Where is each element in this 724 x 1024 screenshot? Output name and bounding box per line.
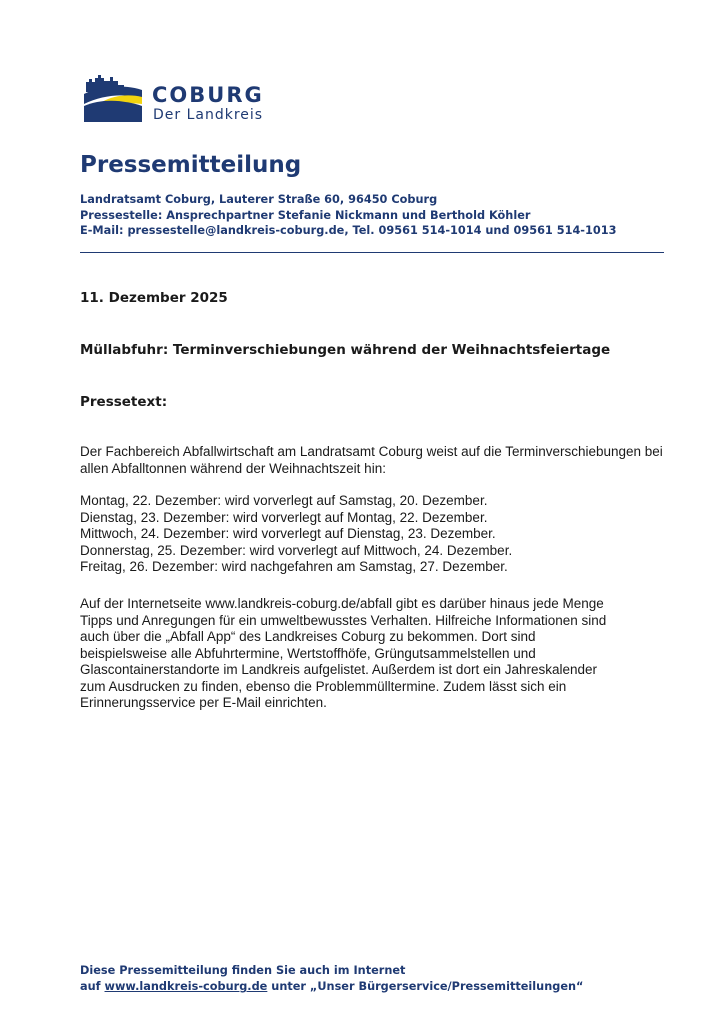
date-shift-item: Montag, 22. Dezember: wird vorverlegt auf Samstag, 20. Dezember. — [80, 493, 488, 508]
footer-prefix: auf — [80, 980, 105, 993]
landkreis-coburg-logo — [80, 72, 300, 128]
logo-subtitle: Der Landkreis — [153, 107, 264, 123]
info-line: Erinnerungsservice per E-Mail einrichten. — [80, 695, 327, 710]
footer-note — [80, 963, 583, 995]
footer-line-2 — [80, 979, 583, 995]
date-shift-item: Freitag, 26. Dezember: wird nachgefahren am Samstag, 27. Dezember. — [80, 559, 508, 574]
release-date: 11. Dezember 2025 — [80, 290, 228, 306]
date-shift-item: Dienstag, 23. Dezember: wird vorverlegt auf Montag, 22. Dezember. — [80, 509, 488, 525]
info-paragraph — [80, 596, 680, 712]
date-shift-item: Donnerstag, 25. Dezember: wird vorverlegt auf Mittwoch, 24. Dezember. — [80, 542, 513, 558]
header-divider — [80, 252, 664, 253]
press-text-label: Pressetext: — [80, 394, 168, 410]
contact-email-phone: E-Mail: pressestelle@landkreis-coburg.de, Tel. 09561 514-1014 und 09561 514-1013 — [80, 224, 617, 237]
page-title: Pressemitteilung — [80, 152, 302, 178]
website-link[interactable]: www.landkreis-coburg.de — [104, 980, 268, 993]
contact-address: Landratsamt Coburg, Lauterer Straße 60, 96450 Coburg — [80, 193, 438, 206]
info-line: auch über die „Abfall App“ des Landkreises Coburg zu bekommen. Dort sind — [80, 629, 536, 644]
info-line: Tipps und Anregungen für ein umweltbewusstes Verhalten. Hilfreiche Informationen sind — [80, 612, 607, 628]
date-shift-item: Mittwoch, 24. Dezember: wird vorverlegt auf Dienstag, 23. Dezember. — [80, 526, 496, 541]
info-line: Auf der Internetseite www.landkreis-coburg.de/abfall gibt es darüber hinaus jede Menge — [80, 596, 604, 611]
info-line: Glascontainerstandorte im Landkreis aufgelistet. Außerdem ist dort ein Jahreskalender — [80, 662, 598, 677]
intro-paragraph: Der Fachbereich Abfallwirtschaft am Landratsamt Coburg weist auf die Terminverschiebungen bei allen Abfalltonnen während der Weihnachtszeit hin: — [80, 444, 663, 476]
footer-line-1: Diese Pressemitteilung finden Sie auch im Internet — [80, 964, 406, 977]
contact-block — [80, 192, 616, 239]
release-headline: Müllabfuhr: Terminverschiebungen während der Weihnachtsfeiertage — [80, 342, 611, 358]
date-shift-list — [80, 493, 512, 576]
info-line: beispielsweise alle Abfuhrtermine, Wertstoffhöfe, Grüngutsammelstellen und — [80, 645, 536, 661]
footer-suffix: unter „Unser Bürgerservice/Pressemitteilungen“ — [267, 980, 584, 993]
contact-press-office: Pressestelle: Ansprechpartner Stefanie Nickmann und Berthold Köhler — [80, 208, 531, 222]
info-line: zum Ausdrucken zu finden, ebenso die Problemmülltermine. Zudem lässt sich ein — [80, 678, 567, 694]
logo-name: COBURG — [152, 83, 264, 107]
coburg-castle-logo-icon — [80, 72, 144, 126]
